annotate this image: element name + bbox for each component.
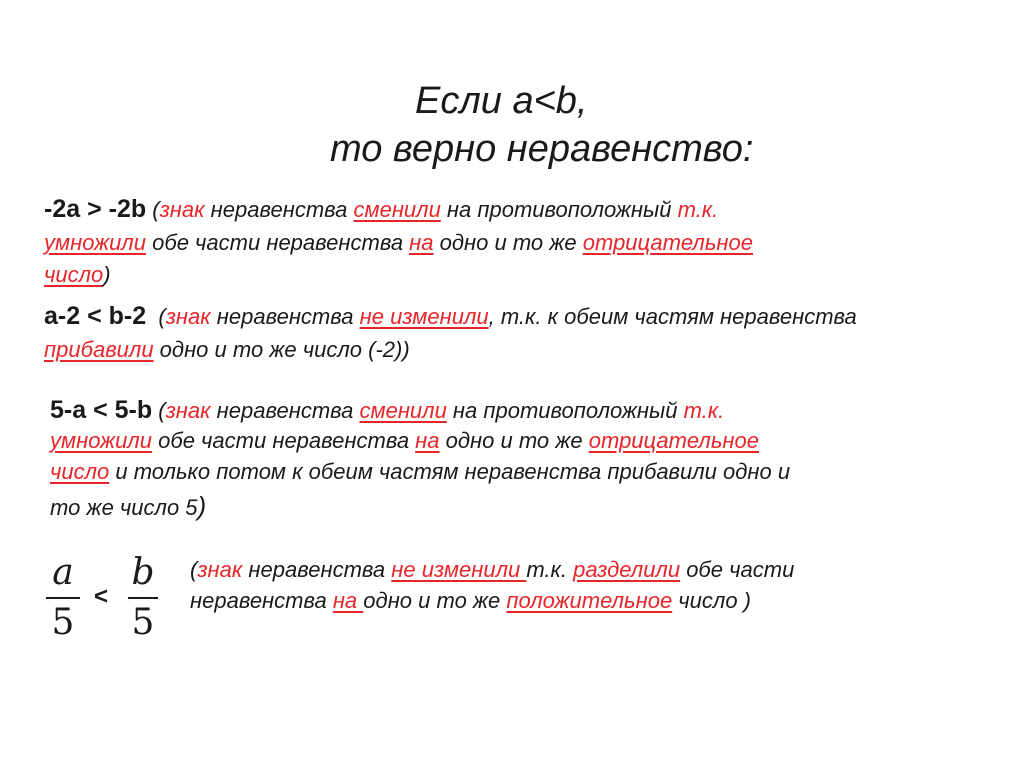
text-segment: знак (159, 197, 205, 222)
text-segment: т.к. (683, 398, 725, 423)
text-segment: неравенства (190, 588, 333, 613)
text-segment: ) (103, 262, 111, 287)
less-than-operator: < (94, 583, 109, 610)
text-segment: ( (190, 557, 198, 582)
fraction-left-bar (46, 597, 80, 599)
fraction-right (128, 552, 158, 643)
rule-1-line-2 (44, 230, 753, 256)
fraction-left-denominator: 5 (51, 602, 75, 643)
text-segment: одно и то же число (-2)) (153, 337, 410, 362)
text-segment: т.к. (526, 557, 574, 582)
fraction-right-numerator: b (131, 552, 155, 593)
text-segment: то же число 5 (50, 495, 198, 520)
text-segment: неравенства (204, 197, 354, 222)
highlight-text: умножили (50, 428, 152, 453)
highlight-text: положительное (506, 588, 673, 613)
text-segment: число ) (672, 588, 752, 613)
highlight-text: отрицательное (582, 230, 753, 255)
text-segment: обе части (680, 557, 795, 582)
title-line-1: Если a<b, (415, 80, 588, 122)
text-segment: и только потом к обеим частям неравенства прибавили одно и (109, 459, 791, 484)
text-segment: ) (197, 491, 207, 521)
highlight-text: не изменили (359, 304, 489, 329)
rule-1-line-1 (44, 195, 718, 224)
highlight-text: отрицательное (588, 428, 759, 453)
text-segment: одно и то же (433, 230, 583, 255)
highlight-text: число (44, 262, 104, 287)
text-segment: неравенства (210, 304, 360, 329)
fraction-left-numerator: a (52, 552, 74, 593)
highlight-text: не изменили (391, 557, 527, 582)
text-segment: неравенства (210, 398, 360, 423)
text-segment: ( (146, 197, 160, 222)
highlight-text: на (415, 428, 440, 453)
fraction-left (46, 552, 80, 643)
rule-2-expression: a-2 < b-2 (44, 302, 147, 330)
text-segment: , т.к. к обеим частям неравенства (488, 304, 857, 329)
highlight-text: разделили (573, 557, 681, 582)
rule-4-line-1 (190, 557, 794, 583)
fraction-right-bar (128, 597, 158, 599)
text-segment: одно и то же (439, 428, 589, 453)
highlight-text: на (409, 230, 434, 255)
text-segment: знак (165, 304, 211, 329)
highlight-text: на (332, 588, 364, 613)
text-segment: знак (197, 557, 243, 582)
text-segment: на противоположный (446, 398, 684, 423)
rule-2-line-1 (44, 302, 857, 331)
text-segment: неравенства (242, 557, 392, 582)
rule-3-line-4 (50, 491, 206, 522)
text-segment: обе части неравенства (145, 230, 410, 255)
rule-3-expression: 5-a < 5-b (50, 396, 153, 424)
text-segment: т.к. (677, 197, 719, 222)
rule-4-line-2 (190, 588, 751, 614)
rule-3-line-1 (50, 396, 724, 425)
rule-2-line-2 (44, 337, 410, 363)
text-segment: обе части неравенства (151, 428, 416, 453)
highlight-text: прибавили (44, 337, 154, 362)
rule-1-line-3 (44, 262, 111, 288)
highlight-text: умножили (44, 230, 146, 255)
rule-3-line-3 (50, 459, 790, 485)
title-line-2: то верно неравенство: (330, 128, 754, 170)
highlight-text: сменили (359, 398, 447, 423)
highlight-text: сменили (353, 197, 441, 222)
text-segment: ( (152, 398, 166, 423)
text-segment: одно и то же (363, 588, 507, 613)
highlight-text: число (50, 459, 110, 484)
text-segment: ( (146, 304, 166, 329)
text-segment: на противоположный (440, 197, 678, 222)
rule-1-expression: -2a > -2b (44, 195, 147, 223)
rule-3-line-2 (50, 428, 759, 454)
fraction-right-denominator: 5 (131, 602, 155, 643)
text-segment: знак (165, 398, 211, 423)
